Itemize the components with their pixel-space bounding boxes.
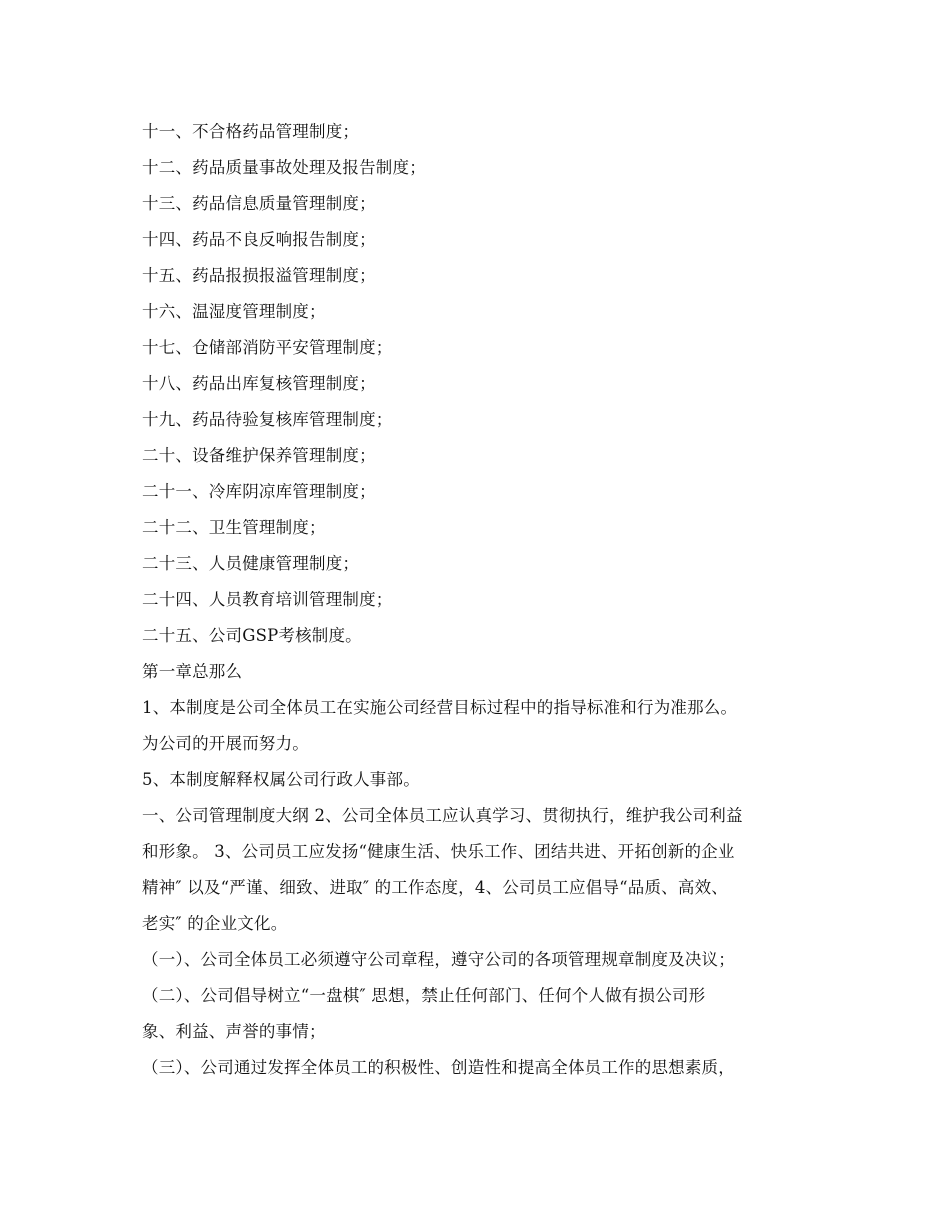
chapter-heading: 第一章总那么 bbox=[142, 662, 243, 681]
list-item: 十一、不合格药品管理制度； bbox=[142, 122, 360, 141]
list-item: 十三、药品信息质量管理制度； bbox=[142, 194, 376, 213]
list-item: 二十二、卫生管理制度； bbox=[142, 518, 326, 537]
paragraph-line: 1、本制度是公司全体员工在实施公司经营目标过程中的指导标准和行为准那么。 bbox=[142, 698, 738, 717]
list-item: 二十一、冷库阴凉库管理制度； bbox=[142, 482, 376, 501]
item-one: （一）、公司全体员工必须遵守公司章程，遵守公司的各项管理规章制度及决议； bbox=[142, 950, 735, 969]
paragraph-line: （二）、公司倡导树立“一盘棋″ 思想，禁止任何部门、任何个人做有损公司形 bbox=[142, 986, 706, 1005]
list-item: 十五、药品报损报溢管理制度； bbox=[142, 266, 376, 285]
list-item: 二十四、人员教育培训管理制度； bbox=[142, 590, 393, 609]
item-two bbox=[142, 978, 822, 1050]
list-item: 十七、仓储部消防平安管理制度； bbox=[142, 338, 393, 357]
list-item: 十九、药品待验复核库管理制度； bbox=[142, 410, 393, 429]
list-item: 二十三、人员健康管理制度； bbox=[142, 554, 360, 573]
list-item: 十二、药品质量事故处理及报告制度； bbox=[142, 158, 426, 177]
list-item: 二十五、公司GSP考核制度。 bbox=[142, 626, 362, 645]
paragraph-line: 象、利益、声誉的事情； bbox=[142, 1022, 326, 1041]
list-item: 二十、设备维护保养管理制度； bbox=[142, 446, 376, 465]
paragraph-line: 和形象。 3、公司员工应发扬“健康生活、快乐工作、团结共进、开拓创新的企业 bbox=[142, 842, 735, 861]
list-item: 十六、温湿度管理制度； bbox=[142, 302, 326, 321]
paragraph-1 bbox=[142, 690, 822, 762]
paragraph-line: 精神″ 以及“严谨、细致、进取″ 的工作态度，4、公司员工应倡导“品质、高效、 bbox=[142, 878, 728, 897]
paragraph-outline bbox=[142, 798, 822, 942]
document-page bbox=[142, 114, 822, 1086]
list-item: 十四、药品不良反响报告制度； bbox=[142, 230, 376, 249]
paragraph-line: 老实″ 的企业文化。 bbox=[142, 914, 288, 933]
list-item: 十八、药品出库复核管理制度； bbox=[142, 374, 376, 393]
paragraph-line: 一、公司管理制度大纲 2、公司全体员工应认真学习、贯彻执行，维护我公司利益 bbox=[142, 806, 743, 825]
paragraph-5: 5、本制度解释权属公司行政人事部。 bbox=[142, 770, 420, 789]
paragraph-line: 为公司的开展而努力。 bbox=[142, 734, 309, 753]
item-three: （三）、公司通过发挥全体员工的积极性、创造性和提高全体员工作的思想素质， bbox=[142, 1058, 735, 1077]
